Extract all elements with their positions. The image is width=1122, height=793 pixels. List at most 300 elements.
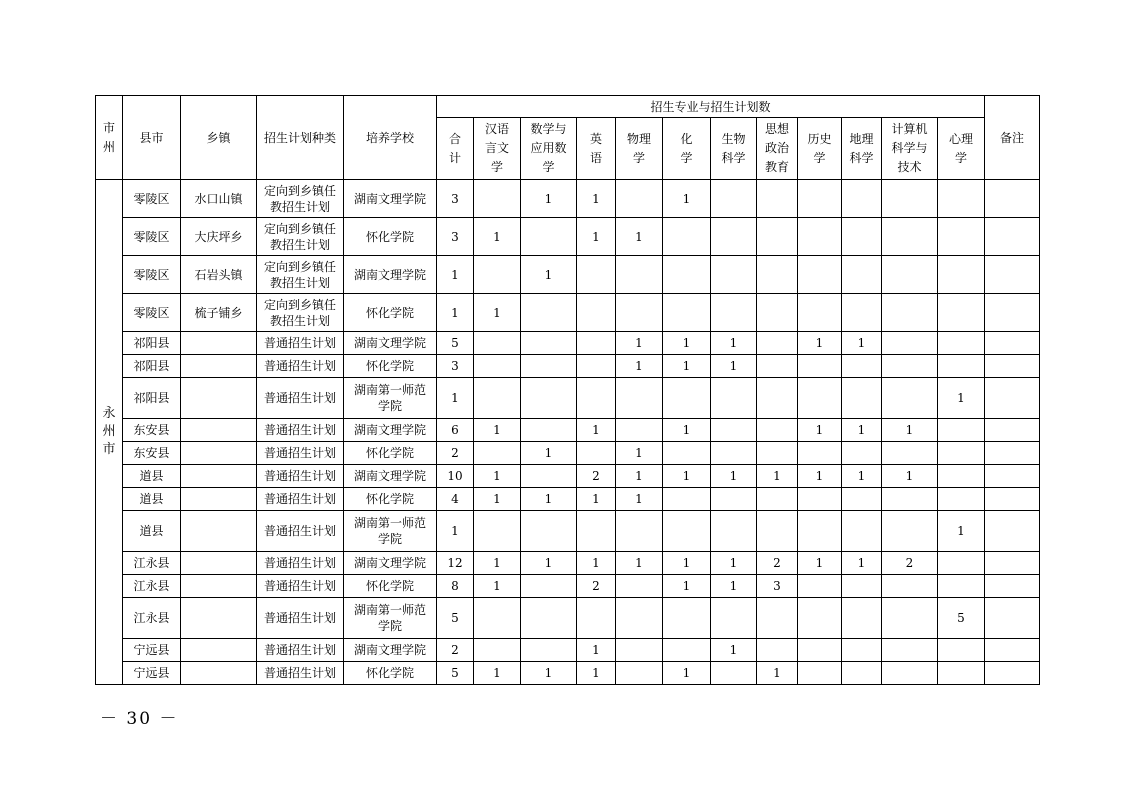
city-cell: 永州市 <box>96 180 123 685</box>
quota-cell: 1 <box>521 488 577 511</box>
quota-cell: 1 <box>663 355 711 378</box>
quota-cell <box>882 332 938 355</box>
quota-cell: 1 <box>616 442 663 465</box>
quota-cell: 6 <box>437 419 474 442</box>
quota-cell: 1 <box>798 332 842 355</box>
header-major: 化学 <box>663 118 711 180</box>
town-cell <box>181 488 257 511</box>
county-cell: 零陵区 <box>123 180 181 218</box>
quota-cell <box>757 378 798 419</box>
quota-cell <box>938 552 985 575</box>
quota-cell: 12 <box>437 552 474 575</box>
plan-type-cell: 定向到乡镇任教招生计划 <box>257 218 344 256</box>
quota-cell <box>711 419 757 442</box>
quota-cell <box>711 442 757 465</box>
plan-type-cell: 定向到乡镇任教招生计划 <box>257 294 344 332</box>
quota-cell <box>474 511 521 552</box>
county-cell: 江永县 <box>123 598 181 639</box>
quota-cell <box>842 598 882 639</box>
quota-cell <box>521 639 577 662</box>
quota-cell: 1 <box>882 465 938 488</box>
plan-type-cell: 普通招生计划 <box>257 378 344 419</box>
quota-cell <box>577 598 616 639</box>
quota-cell <box>663 294 711 332</box>
quota-cell: 1 <box>474 465 521 488</box>
quota-cell <box>938 639 985 662</box>
quota-cell <box>757 218 798 256</box>
remarks-cell <box>985 488 1040 511</box>
plan-type-cell: 普通招生计划 <box>257 465 344 488</box>
header-major: 计算机科学与技术 <box>882 118 938 180</box>
quota-cell: 2 <box>437 442 474 465</box>
quota-cell <box>882 378 938 419</box>
quota-cell <box>842 294 882 332</box>
quota-cell: 1 <box>757 465 798 488</box>
quota-cell <box>842 442 882 465</box>
quota-cell <box>938 465 985 488</box>
quota-cell <box>882 511 938 552</box>
quota-cell: 1 <box>798 419 842 442</box>
quota-cell <box>616 662 663 685</box>
school-cell: 湖南文理学院 <box>344 256 437 294</box>
county-cell: 东安县 <box>123 442 181 465</box>
remarks-cell <box>985 465 1040 488</box>
header-remarks: 备注 <box>985 96 1040 180</box>
plan-type-cell: 普通招生计划 <box>257 575 344 598</box>
quota-cell <box>842 355 882 378</box>
quota-cell <box>882 256 938 294</box>
quota-cell <box>938 488 985 511</box>
county-cell: 零陵区 <box>123 256 181 294</box>
quota-cell: 1 <box>474 488 521 511</box>
quota-cell <box>798 662 842 685</box>
remarks-cell <box>985 575 1040 598</box>
plan-type-cell: 普通招生计划 <box>257 598 344 639</box>
quota-cell: 1 <box>616 218 663 256</box>
town-cell <box>181 442 257 465</box>
header-major: 生物科学 <box>711 118 757 180</box>
quota-cell: 1 <box>663 419 711 442</box>
quota-cell <box>663 442 711 465</box>
town-cell: 梳子铺乡 <box>181 294 257 332</box>
quota-cell <box>616 256 663 294</box>
remarks-cell <box>985 639 1040 662</box>
page-number: － 30 － <box>100 709 179 729</box>
table-row <box>96 488 1040 511</box>
remarks-cell <box>985 355 1040 378</box>
town-cell <box>181 355 257 378</box>
quota-cell <box>474 355 521 378</box>
table-row <box>96 378 1040 419</box>
quota-cell <box>842 662 882 685</box>
quota-cell <box>577 511 616 552</box>
quota-cell: 2 <box>882 552 938 575</box>
quota-cell <box>938 218 985 256</box>
school-cell: 湖南文理学院 <box>344 552 437 575</box>
table-row <box>96 332 1040 355</box>
table-row <box>96 598 1040 639</box>
remarks-cell <box>985 378 1040 419</box>
quota-cell <box>521 355 577 378</box>
quota-cell: 1 <box>711 575 757 598</box>
quota-cell <box>521 419 577 442</box>
quota-cell: 1 <box>663 662 711 685</box>
quota-cell <box>711 294 757 332</box>
school-cell: 湖南第一师范学院 <box>344 511 437 552</box>
quota-cell <box>938 294 985 332</box>
quota-cell <box>616 180 663 218</box>
quota-cell <box>616 294 663 332</box>
quota-cell: 1 <box>521 662 577 685</box>
quota-cell: 2 <box>577 465 616 488</box>
quota-cell: 2 <box>577 575 616 598</box>
quota-cell: 5 <box>938 598 985 639</box>
quota-cell <box>663 378 711 419</box>
county-cell: 祁阳县 <box>123 355 181 378</box>
quota-cell <box>711 662 757 685</box>
plan-type-cell: 普通招生计划 <box>257 355 344 378</box>
quota-cell <box>882 639 938 662</box>
town-cell: 石岩头镇 <box>181 256 257 294</box>
quota-cell <box>577 256 616 294</box>
quota-cell <box>757 294 798 332</box>
quota-cell: 1 <box>882 419 938 442</box>
plan-type-cell: 定向到乡镇任教招生计划 <box>257 180 344 218</box>
school-cell: 湖南文理学院 <box>344 419 437 442</box>
quota-cell <box>798 256 842 294</box>
table-row <box>96 639 1040 662</box>
plan-type-cell: 普通招生计划 <box>257 488 344 511</box>
quota-cell: 1 <box>577 552 616 575</box>
town-cell <box>181 419 257 442</box>
table-row <box>96 662 1040 685</box>
quota-cell <box>798 355 842 378</box>
quota-cell <box>711 598 757 639</box>
quota-cell <box>521 332 577 355</box>
quota-cell: 1 <box>663 575 711 598</box>
quota-cell <box>521 218 577 256</box>
table-row <box>96 419 1040 442</box>
town-cell: 水口山镇 <box>181 180 257 218</box>
header-major: 思想政治教育 <box>757 118 798 180</box>
header-major: 合计 <box>437 118 474 180</box>
quota-cell: 2 <box>757 552 798 575</box>
quota-cell <box>842 511 882 552</box>
quota-cell: 1 <box>616 488 663 511</box>
quota-cell <box>938 256 985 294</box>
quota-cell: 1 <box>474 218 521 256</box>
table-row <box>96 511 1040 552</box>
plan-type-cell: 普通招生计划 <box>257 662 344 685</box>
quota-cell <box>798 378 842 419</box>
school-cell: 湖南文理学院 <box>344 639 437 662</box>
quota-cell <box>577 294 616 332</box>
quota-cell <box>616 419 663 442</box>
quota-cell <box>757 639 798 662</box>
quota-cell <box>711 256 757 294</box>
quota-cell: 3 <box>437 355 474 378</box>
quota-cell <box>663 598 711 639</box>
school-cell: 怀化学院 <box>344 218 437 256</box>
county-cell: 宁远县 <box>123 662 181 685</box>
county-cell: 东安县 <box>123 419 181 442</box>
remarks-cell <box>985 442 1040 465</box>
quota-cell <box>474 332 521 355</box>
quota-cell <box>521 511 577 552</box>
quota-cell: 1 <box>437 256 474 294</box>
header-school: 培养学校 <box>344 96 437 180</box>
quota-cell: 1 <box>798 465 842 488</box>
quota-cell: 1 <box>663 552 711 575</box>
quota-cell <box>711 378 757 419</box>
county-cell: 宁远县 <box>123 639 181 662</box>
quota-cell <box>938 419 985 442</box>
quota-cell: 1 <box>798 552 842 575</box>
quota-cell <box>757 598 798 639</box>
plan-type-cell: 普通招生计划 <box>257 639 344 662</box>
quota-cell <box>711 488 757 511</box>
quota-cell <box>757 256 798 294</box>
quota-cell <box>798 180 842 218</box>
remarks-cell <box>985 511 1040 552</box>
quota-cell: 1 <box>437 378 474 419</box>
header-major: 物理学 <box>616 118 663 180</box>
quota-cell: 1 <box>521 256 577 294</box>
quota-cell <box>938 180 985 218</box>
quota-cell: 1 <box>938 511 985 552</box>
remarks-cell <box>985 332 1040 355</box>
quota-cell: 1 <box>616 552 663 575</box>
quota-cell <box>842 488 882 511</box>
remarks-cell <box>985 218 1040 256</box>
quota-cell: 1 <box>521 180 577 218</box>
quota-cell: 1 <box>663 332 711 355</box>
town-cell <box>181 662 257 685</box>
quota-cell <box>842 378 882 419</box>
town-cell: 大庆坪乡 <box>181 218 257 256</box>
plan-type-cell: 定向到乡镇任教招生计划 <box>257 256 344 294</box>
quota-cell: 1 <box>474 294 521 332</box>
quota-cell <box>663 639 711 662</box>
quota-cell <box>882 488 938 511</box>
town-cell <box>181 598 257 639</box>
town-cell <box>181 575 257 598</box>
quota-cell <box>521 598 577 639</box>
header-plan-type: 招生计划种类 <box>257 96 344 180</box>
quota-cell <box>616 378 663 419</box>
quota-cell <box>577 355 616 378</box>
quota-cell <box>757 332 798 355</box>
county-cell: 江永县 <box>123 575 181 598</box>
quota-cell <box>521 294 577 332</box>
school-cell: 怀化学院 <box>344 488 437 511</box>
county-cell: 道县 <box>123 488 181 511</box>
quota-cell: 1 <box>474 552 521 575</box>
quota-cell <box>577 442 616 465</box>
quota-cell: 1 <box>842 332 882 355</box>
quota-cell <box>474 639 521 662</box>
quota-cell <box>842 575 882 598</box>
quota-cell <box>882 575 938 598</box>
quota-cell <box>882 662 938 685</box>
quota-cell <box>938 575 985 598</box>
quota-cell <box>938 662 985 685</box>
table-row <box>96 575 1040 598</box>
remarks-cell <box>985 419 1040 442</box>
remarks-cell <box>985 294 1040 332</box>
quota-cell: 1 <box>437 294 474 332</box>
quota-cell: 1 <box>663 465 711 488</box>
quota-cell <box>842 180 882 218</box>
county-cell: 祁阳县 <box>123 332 181 355</box>
header-major: 英语 <box>577 118 616 180</box>
quota-cell: 1 <box>842 552 882 575</box>
town-cell <box>181 511 257 552</box>
quota-cell <box>882 180 938 218</box>
quota-cell: 1 <box>616 465 663 488</box>
quota-cell: 1 <box>577 419 616 442</box>
header-county: 县市 <box>123 96 181 180</box>
quota-cell <box>842 218 882 256</box>
header-major: 汉语言文学 <box>474 118 521 180</box>
table-row <box>96 294 1040 332</box>
quota-cell: 1 <box>437 511 474 552</box>
quota-cell: 4 <box>437 488 474 511</box>
recruitment-plan-table <box>95 95 1040 685</box>
quota-cell <box>882 598 938 639</box>
school-cell: 怀化学院 <box>344 662 437 685</box>
town-cell <box>181 332 257 355</box>
remarks-cell <box>985 598 1040 639</box>
school-cell: 湖南文理学院 <box>344 180 437 218</box>
quota-cell: 3 <box>757 575 798 598</box>
quota-cell <box>757 355 798 378</box>
remarks-cell <box>985 662 1040 685</box>
town-cell <box>181 465 257 488</box>
quota-cell: 1 <box>663 180 711 218</box>
school-cell: 怀化学院 <box>344 355 437 378</box>
quota-cell: 1 <box>474 419 521 442</box>
town-cell <box>181 552 257 575</box>
quota-cell <box>798 488 842 511</box>
quota-cell <box>798 511 842 552</box>
quota-cell <box>938 332 985 355</box>
quota-cell <box>882 218 938 256</box>
quota-cell <box>842 256 882 294</box>
quota-cell <box>757 180 798 218</box>
quota-cell: 5 <box>437 662 474 685</box>
quota-cell: 1 <box>616 355 663 378</box>
quota-cell <box>521 378 577 419</box>
table-row <box>96 355 1040 378</box>
quota-cell <box>711 180 757 218</box>
quota-cell <box>757 442 798 465</box>
quota-cell <box>798 598 842 639</box>
quota-cell: 1 <box>842 465 882 488</box>
school-cell: 湖南第一师范学院 <box>344 598 437 639</box>
quota-cell <box>616 511 663 552</box>
quota-cell <box>711 511 757 552</box>
quota-cell: 1 <box>577 639 616 662</box>
quota-cell: 1 <box>711 355 757 378</box>
quota-cell <box>474 378 521 419</box>
town-cell <box>181 639 257 662</box>
quota-cell <box>663 488 711 511</box>
quota-cell <box>798 442 842 465</box>
county-cell: 道县 <box>123 511 181 552</box>
quota-cell: 1 <box>711 465 757 488</box>
remarks-cell <box>985 180 1040 218</box>
quota-cell <box>663 218 711 256</box>
quota-cell <box>938 355 985 378</box>
quota-cell <box>474 256 521 294</box>
header-town: 乡镇 <box>181 96 257 180</box>
quota-cell: 1 <box>842 419 882 442</box>
quota-cell <box>882 355 938 378</box>
header-major: 地理科学 <box>842 118 882 180</box>
header-majors-group: 招生专业与招生计划数 <box>437 96 985 118</box>
quota-cell: 1 <box>577 180 616 218</box>
quota-cell <box>616 575 663 598</box>
county-cell: 零陵区 <box>123 218 181 256</box>
quota-cell: 1 <box>938 378 985 419</box>
plan-type-cell: 普通招生计划 <box>257 442 344 465</box>
quota-cell <box>757 419 798 442</box>
county-cell: 道县 <box>123 465 181 488</box>
quota-cell: 1 <box>577 488 616 511</box>
quota-cell <box>798 639 842 662</box>
quota-cell: 10 <box>437 465 474 488</box>
header-city: 市州 <box>96 96 123 180</box>
plan-type-cell: 普通招生计划 <box>257 332 344 355</box>
quota-cell: 1 <box>711 639 757 662</box>
plan-type-cell: 普通招生计划 <box>257 552 344 575</box>
quota-cell: 5 <box>437 598 474 639</box>
table-row <box>96 180 1040 218</box>
quota-cell: 1 <box>616 332 663 355</box>
quota-cell: 3 <box>437 218 474 256</box>
school-cell: 湖南文理学院 <box>344 465 437 488</box>
quota-cell <box>474 442 521 465</box>
quota-cell <box>616 598 663 639</box>
remarks-cell <box>985 256 1040 294</box>
quota-cell <box>798 294 842 332</box>
school-cell: 怀化学院 <box>344 294 437 332</box>
quota-cell: 5 <box>437 332 474 355</box>
quota-cell <box>577 378 616 419</box>
quota-cell: 1 <box>474 662 521 685</box>
county-cell: 零陵区 <box>123 294 181 332</box>
school-cell: 怀化学院 <box>344 575 437 598</box>
table-row <box>96 256 1040 294</box>
table-row <box>96 218 1040 256</box>
header-major: 数学与应用数学 <box>521 118 577 180</box>
quota-cell <box>798 575 842 598</box>
quota-cell <box>798 218 842 256</box>
school-cell: 怀化学院 <box>344 442 437 465</box>
quota-cell <box>757 488 798 511</box>
quota-cell <box>882 442 938 465</box>
quota-cell <box>663 256 711 294</box>
quota-cell: 3 <box>437 180 474 218</box>
quota-cell <box>711 218 757 256</box>
table-row <box>96 442 1040 465</box>
school-cell: 湖南第一师范学院 <box>344 378 437 419</box>
quota-cell: 1 <box>711 332 757 355</box>
quota-cell: 1 <box>577 662 616 685</box>
county-cell: 祁阳县 <box>123 378 181 419</box>
quota-cell <box>938 442 985 465</box>
